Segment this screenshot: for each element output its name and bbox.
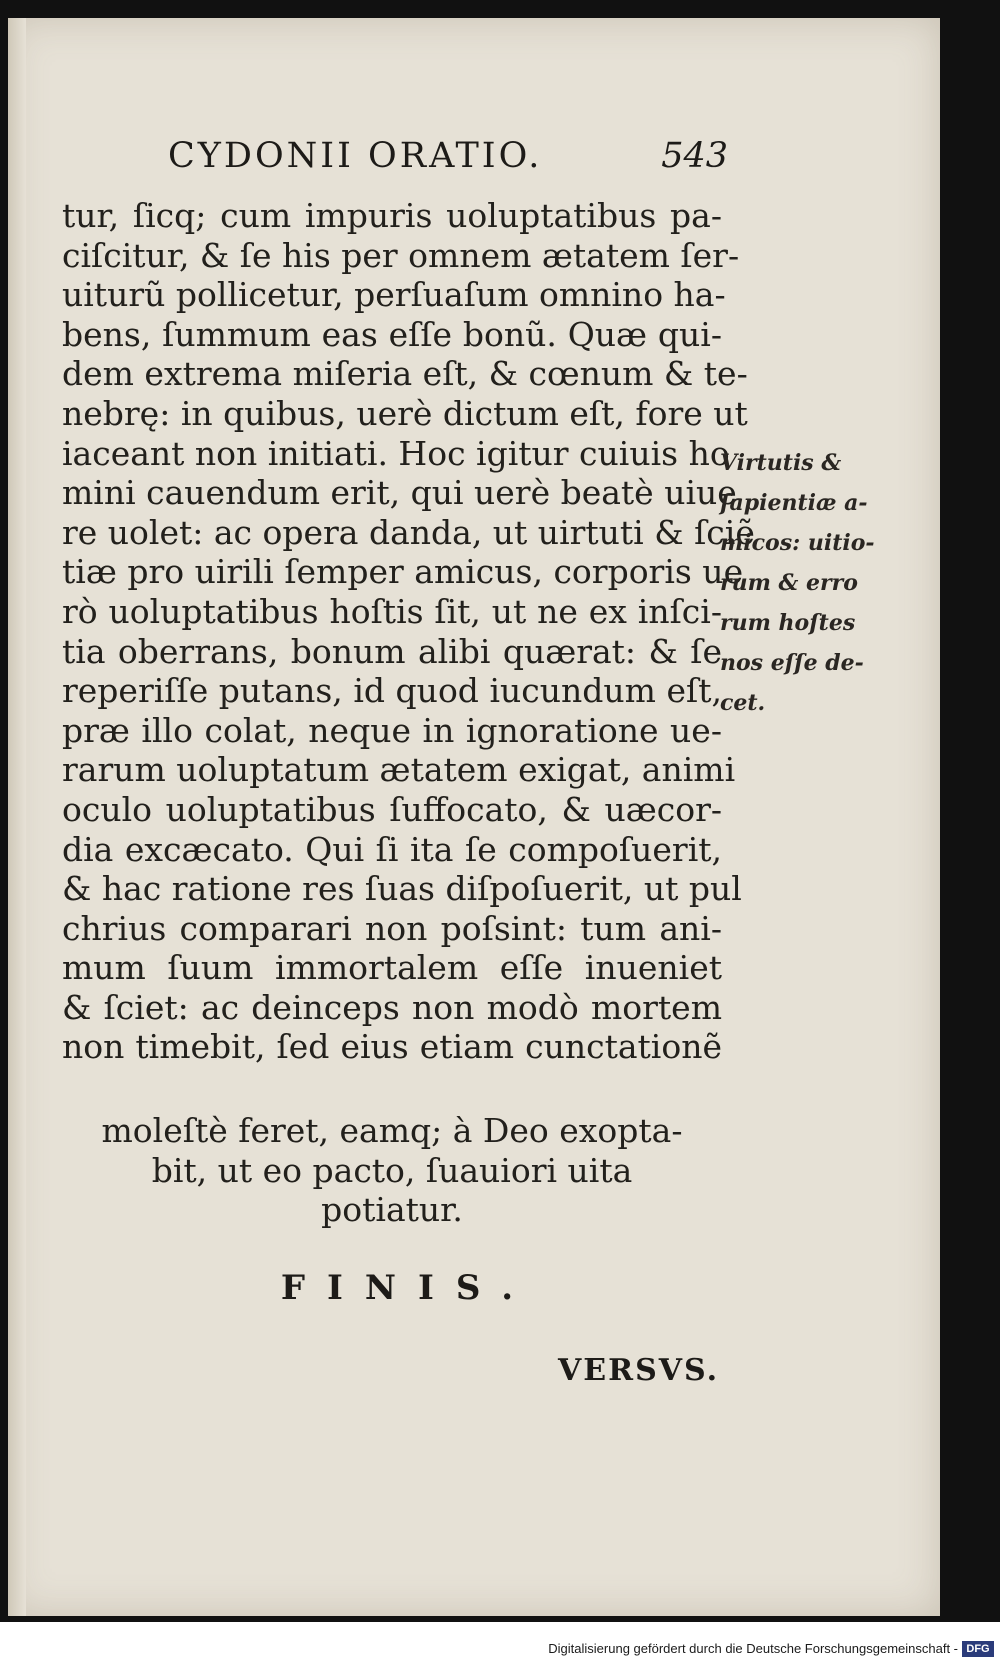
footer-credit: Digitalisierung gefördert durch die Deutsche Forschungsgemeinschaft - <box>548 1641 958 1656</box>
text-line: ciſcitur, & ſe his per omnem ætatem ſer- <box>62 235 740 275</box>
text-line: præ illo colat, neque in ignoratione ue- <box>62 710 722 750</box>
running-title: CYDONII ORATIO. <box>168 136 543 176</box>
text-line: bens, ſummum eas eſſe bonũ. Quæ qui- <box>62 314 722 354</box>
marginal-note-line: rum & erro <box>720 570 858 596</box>
main-text-block <box>62 196 755 1067</box>
marginal-note-line: nos eſſe de- <box>720 650 864 676</box>
text-line: dia excæcato. Qui ſi ita ſe compoſuerit, <box>62 829 722 869</box>
text-line: chrius comparari non poſsint: tum ani- <box>62 908 722 948</box>
text-line: reperiſſe putans, id quod iucundum eſt, <box>62 671 722 711</box>
text-line: rarum uoluptatum ætatem exigat, animi <box>62 750 736 790</box>
text-line: iaceant non initiati. Hoc igitur cuiuis ho <box>62 433 730 473</box>
digitization-footer <box>0 1622 1000 1666</box>
text-line: nebrę: in quibus, uerè dictum eſt, fore ut <box>62 393 748 433</box>
marginal-note-line: ſapientiæ a- <box>720 490 868 516</box>
text-line: rò uoluptatibus hoſtis ſit, ut ne ex inſci- <box>62 591 722 631</box>
text-line: re uolet: ac opera danda, ut uirtuti & ſciẽ <box>62 512 755 552</box>
text-line: uiturũ pollicetur, perſuaſum omnino ha- <box>62 275 726 315</box>
marginal-note-line: rum hoſtes <box>720 610 856 636</box>
text-line: tiæ pro uirili ſemper amicus, corporis ue <box>62 552 744 592</box>
text-line: non timebit, ſed eius etiam cunctationẽ <box>62 1027 722 1067</box>
text-line: tia oberrans, bonum alibi quærat: & ſe <box>62 631 722 671</box>
book-page <box>8 18 940 1616</box>
text-line: mini cauendum erit, qui uerè beatè uiue <box>62 473 737 513</box>
marginal-note <box>720 443 880 723</box>
page-gutter <box>8 18 26 1616</box>
closing-text-block <box>62 1111 722 1230</box>
marginal-note-line: Virtutis & <box>720 450 842 476</box>
marginal-note-line: cet. <box>720 690 766 716</box>
closing-line: potiatur. <box>321 1190 463 1230</box>
marginal-note-line: micos: uitio- <box>720 530 875 556</box>
closing-line: bit, ut eo pacto, ſuauiori uita <box>151 1150 633 1190</box>
finis-heading: FINIS. <box>280 1268 536 1308</box>
text-line: mum ſuum immortalem eſſe inueniet <box>62 948 722 988</box>
closing-line: moleſtè feret, eamq; à Deo exopta- <box>101 1111 683 1150</box>
text-line: oculo uoluptatibus ſuffocato, & uæcor- <box>62 789 722 829</box>
text-line: & hac ratione res ſuas diſpoſuerit, ut pul <box>62 869 742 909</box>
text-line: tur, ſicq; cum impuris uoluptatibus pa- <box>62 196 722 235</box>
text-line: dem extrema miſeria eſt, & cœnum & te- <box>62 354 748 394</box>
page-number: 543 <box>661 136 728 176</box>
catchword: VERSVS. <box>558 1353 720 1388</box>
dfg-logo: DFG <box>962 1641 994 1657</box>
page-header <box>168 136 728 186</box>
text-line: & ſciet: ac deinceps non modò mortem <box>62 987 722 1027</box>
